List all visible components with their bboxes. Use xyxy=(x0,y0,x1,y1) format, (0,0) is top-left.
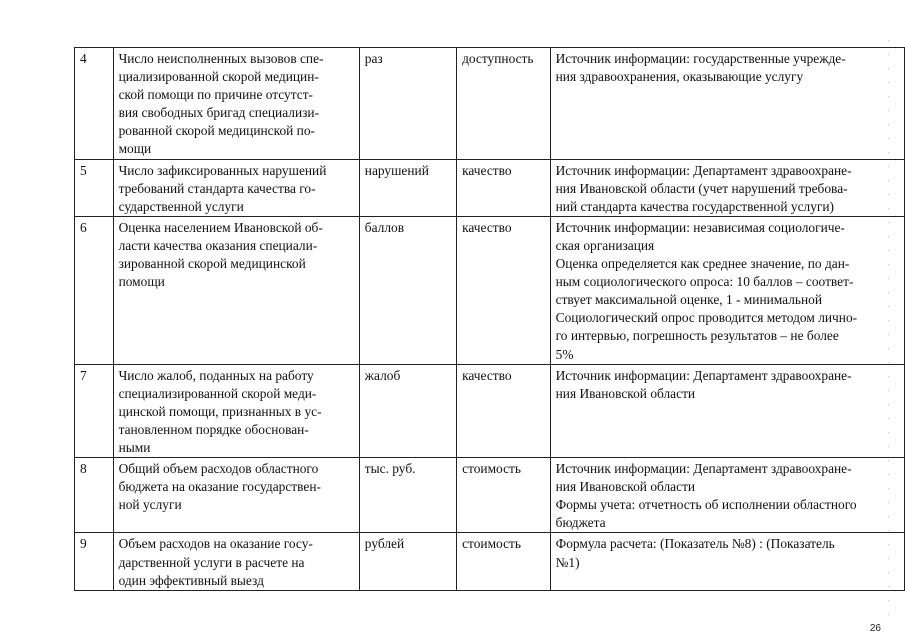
indicator-name-line: рованной скорой медицинской по- xyxy=(118,123,315,139)
row-number: 8 xyxy=(75,458,114,533)
indicator-source-line: Социологический опрос проводится методом лично- xyxy=(555,310,858,326)
indicator-name-line: ной услуги xyxy=(118,497,182,513)
indicator-source-line: ным социологического опроса: 10 баллов – соответ- xyxy=(555,274,854,290)
indicator-source-line: го интервью, погрешность результатов – не более xyxy=(555,328,839,344)
indicator-unit: баллов xyxy=(359,216,456,364)
indicator-name-line: зированной скорой медицинской xyxy=(118,256,306,272)
page-number: 26 xyxy=(869,623,881,634)
indicator-unit: тыс. руб. xyxy=(359,458,456,533)
indicator-source-line: Источник информации: государственные учрежде- xyxy=(555,51,846,66)
indicator-name-line: ской помощи по причине отсутст- xyxy=(118,87,314,103)
indicator-name xyxy=(113,159,359,216)
indicator-name-line: требований стандарта качества го- xyxy=(118,180,316,196)
indicator-name-line: цинской помощи, признанных в ус- xyxy=(118,403,322,419)
row-number: 7 xyxy=(75,364,114,457)
indicator-source-line: ния Ивановской области xyxy=(555,385,696,401)
indicator-name xyxy=(113,364,359,457)
indicator-type: качество xyxy=(457,159,551,216)
indicator-source-line: №1) xyxy=(555,554,580,570)
indicator-type: качество xyxy=(457,216,551,364)
indicator-type: стоимость xyxy=(457,533,551,590)
indicator-name-line: Число жалоб, поданных на работу xyxy=(118,367,314,383)
indicator-name-line: вия свободных бригад специализи- xyxy=(118,105,320,121)
indicator-name xyxy=(113,216,359,364)
indicator-source-line: Оценка определяется как среднее значение, по дан- xyxy=(555,256,850,272)
indicator-source-line: Формула расчета: (Показатель №8) : (Показатель xyxy=(555,536,835,552)
indicator-name-line: ласти качества оказания специали- xyxy=(118,237,318,253)
indicator-type: доступность xyxy=(457,48,551,160)
indicator-source-line: Формы учета: отчетность об исполнении областного xyxy=(555,497,857,513)
indicator-source xyxy=(550,364,904,457)
table-row xyxy=(75,216,905,364)
indicator-source-line: Источник информации: независимая социологиче- xyxy=(555,219,845,235)
scan-artifact-dashed-line xyxy=(888,40,889,615)
indicator-source-line: ствует максимальной оценке, 1 - минимальной xyxy=(555,292,823,308)
indicator-name-line: Объем расходов на оказание госу- xyxy=(118,536,313,552)
indicator-source-line: бюджета xyxy=(555,515,606,531)
indicator-type: качество xyxy=(457,364,551,457)
indicator-name-line: тановленном порядке обоснован- xyxy=(118,421,309,437)
indicator-unit: раз xyxy=(359,48,456,160)
indicator-source-line: Источник информации: Департамент здравоохране- xyxy=(555,162,852,178)
indicator-name xyxy=(113,48,359,160)
indicator-source xyxy=(550,216,904,364)
indicator-unit: жалоб xyxy=(359,364,456,457)
indicator-source-line: ния Ивановской области xyxy=(555,479,696,495)
indicator-name-line: сударственной услуги xyxy=(118,198,244,214)
indicator-source-line: Источник информации: Департамент здравоохране- xyxy=(555,367,852,383)
indicator-source-line: Источник информации: Департамент здравоохране- xyxy=(555,461,852,477)
indicator-name-line: циализированной скорой медицин- xyxy=(118,69,319,85)
indicator-name-line: Число неисполненных вызовов спе- xyxy=(118,51,324,66)
indicator-name-line: специализированной скорой меди- xyxy=(118,385,317,401)
indicator-source-line: ния здравоохранения, оказывающие услугу xyxy=(555,69,804,85)
indicator-name-line: Оценка населением Ивановской об- xyxy=(118,219,323,235)
indicator-source xyxy=(550,458,904,533)
indicator-unit: нарушений xyxy=(359,159,456,216)
indicator-source-line: ская организация xyxy=(555,237,655,253)
indicator-source xyxy=(550,48,904,160)
indicator-source-line: ния Ивановской области (учет нарушений требова- xyxy=(555,180,848,196)
indicator-source xyxy=(550,533,904,590)
table-row xyxy=(75,458,905,533)
indicator-name-line: бюджета на оказание государствен- xyxy=(118,479,321,495)
indicator-name-line: один эффективный выезд xyxy=(118,572,264,588)
row-number: 6 xyxy=(75,216,114,364)
table-row xyxy=(75,533,905,590)
table-row xyxy=(75,364,905,457)
table-row xyxy=(75,48,905,160)
row-number: 5 xyxy=(75,159,114,216)
indicator-name-line: Число зафиксированных нарушений xyxy=(118,162,327,178)
indicator-name-line: ными xyxy=(118,439,151,455)
indicator-name-line: дарственной услуги в расчете на xyxy=(118,554,305,570)
indicators-table-body xyxy=(75,48,905,591)
indicator-name-line: Общий объем расходов областного xyxy=(118,461,319,477)
row-number: 4 xyxy=(75,48,114,160)
indicator-name xyxy=(113,533,359,590)
row-number: 9 xyxy=(75,533,114,590)
indicator-name xyxy=(113,458,359,533)
indicator-name-line: помощи xyxy=(118,274,165,290)
indicator-source-line: ний стандарта качества государственной услуги) xyxy=(555,198,835,214)
indicators-table xyxy=(74,47,905,591)
indicator-unit: рублей xyxy=(359,533,456,590)
indicator-name-line: мощи xyxy=(118,141,152,157)
indicator-source xyxy=(550,159,904,216)
indicator-source-line: 5% xyxy=(555,346,574,362)
indicator-type: стоимость xyxy=(457,458,551,533)
table-row xyxy=(75,159,905,216)
